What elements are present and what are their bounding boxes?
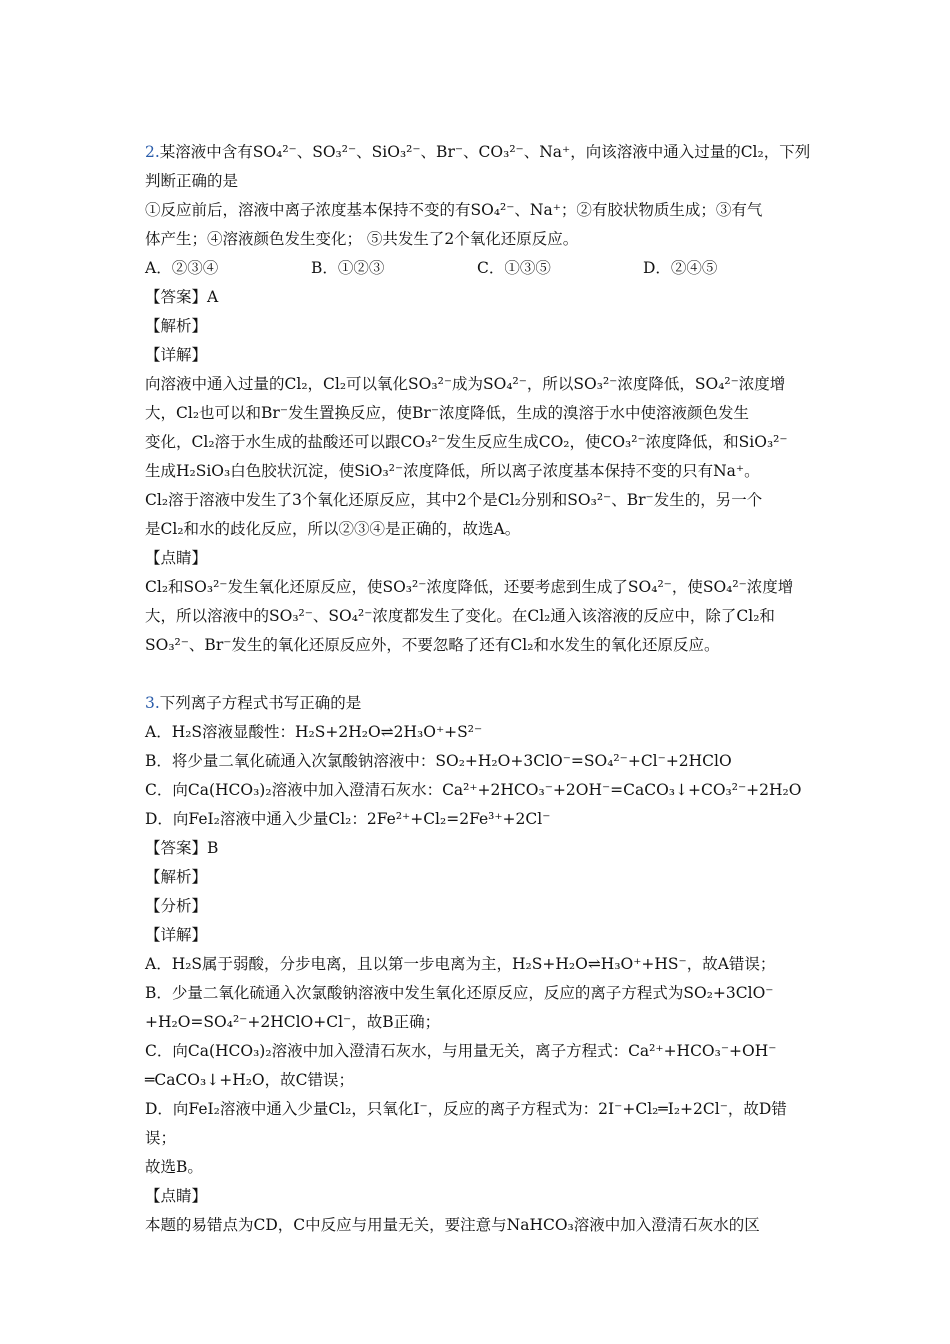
q2-option-c: C．①③⑤: [477, 259, 551, 277]
question-gap: [145, 660, 815, 689]
q2-detail-heading: 【详解】: [145, 346, 208, 364]
q2-answer: 【答案】A: [145, 288, 219, 306]
q2-detail-line: Cl₂溶于溶液中发生了3个氧化还原反应，其中2个是Cl₂分别和SO₃²⁻、Br⁻发生的，另一个: [145, 491, 763, 509]
q3-detail-line: 误；: [145, 1129, 177, 1147]
q3-detail-line: A．H₂S属于弱酸，分步电离，且以第一步电离为主，H₂S+H₂O⇌H₃O⁺+HS⁻，故A错误；: [145, 955, 776, 973]
q3-option-d: D．向FeI₂溶液中通入少量Cl₂：2Fe²⁺+Cl₂=2Fe³⁺+2Cl⁻: [145, 810, 551, 828]
q2-option-a: A．②③④: [145, 259, 219, 277]
q3-detail-line: D．向FeI₂溶液中通入少量Cl₂，只氧化I⁻，反应的离子方程式为：2I⁻+Cl₂═I₂+2Cl⁻，故D错: [145, 1100, 787, 1118]
q3-option-b: B．将少量二氧化硫通入次氯酸钠溶液中：SO₂+H₂O+3ClO⁻=SO₄²⁻+Cl⁻+2HClO: [145, 752, 732, 770]
q3-stem: 3.下列离子方程式书写正确的是: [145, 694, 362, 712]
q3-comment-line: 本题的易错点为CD，C中反应与用量无关，要注意与NaHCO₃溶液中加入澄清石灰水的区: [145, 1216, 760, 1234]
q3-fenxi-heading: 【分析】: [145, 897, 208, 915]
question-number: 2.: [145, 143, 160, 161]
q3-detail-heading: 【详解】: [145, 926, 208, 944]
q2-stem-line-2: 判断正确的是: [145, 172, 239, 190]
q2-stem-line-3: ①反应前后，溶液中离子浓度基本保持不变的有SO₄²⁻、Na⁺；②有胶状物质生成；③有气: [145, 201, 763, 219]
q3-option-c: C．向Ca(HCO₃)₂溶液中加入澄清石灰水：Ca²⁺+2HCO₃⁻+2OH⁻=CaCO₃↓+CO₃²⁻+2H₂O: [145, 781, 802, 799]
q2-option-b: B．①②③: [311, 259, 385, 277]
q3-analysis-heading: 【解析】: [145, 868, 208, 886]
q3-answer: 【答案】B: [145, 839, 219, 857]
q3-option-a: A．H₂S溶液显酸性：H₂S+2H₂O⇌2H₃O⁺+S²⁻: [145, 723, 483, 741]
q3-detail-line: 故选B。: [145, 1158, 203, 1176]
q3-detail-line: +H₂O=SO₄²⁻+2HClO+Cl⁻，故B正确；: [145, 1013, 441, 1031]
q2-detail-line: 生成H₂SiO₃白色胶状沉淀，使SiO₃²⁻浓度降低，所以离子浓度基本保持不变的只有Na⁺。: [145, 462, 760, 480]
question-number: 3.: [145, 694, 160, 712]
q2-comment-line: Cl₂和SO₃²⁻发生氧化还原反应，使SO₃²⁻浓度降低，还要考虑到生成了SO₄²⁻，使SO₄²⁻浓度增: [145, 578, 794, 596]
q2-analysis-heading: 【解析】: [145, 317, 208, 335]
q2-options: [145, 254, 815, 283]
q2-stem-line-1: 2.某溶液中含有SO₄²⁻、SO₃²⁻、SiO₃²⁻、Br⁻、CO₃²⁻、Na⁺，向该溶液中通入过量的Cl₂，下列: [145, 143, 811, 161]
q2-comment-heading: 【点睛】: [145, 549, 208, 567]
q2-option-d: D．②④⑤: [643, 259, 718, 277]
q2-comment-line: SO₃²⁻、Br⁻发生的氧化还原反应外，不要忽略了还有Cl₂和水发生的氧化还原反应。: [145, 636, 720, 654]
q2-detail-line: 向溶液中通入过量的Cl₂，Cl₂可以氧化SO₃²⁻成为SO₄²⁻，所以SO₃²⁻浓度降低，SO₄²⁻浓度增: [145, 375, 786, 393]
q2-detail-line: 是Cl₂和水的歧化反应，所以②③④是正确的，故选A。: [145, 520, 521, 538]
q2-detail-line: 变化，Cl₂溶于水生成的盐酸还可以跟CO₃²⁻发生反应生成CO₂，使CO₃²⁻浓度降低，和SiO₃²⁻: [145, 433, 788, 451]
q3-detail-line: B．少量二氧化硫通入次氯酸钠溶液中发生氧化还原反应，反应的离子方程式为SO₂+3ClO⁻: [145, 984, 774, 1002]
q3-detail-line: C．向Ca(HCO₃)₂溶液中加入澄清石灰水，与用量无关，离子方程式：Ca²⁺+HCO₃⁻+OH⁻: [145, 1042, 777, 1060]
q2-detail-line: 大，Cl₂也可以和Br⁻发生置换反应，使Br⁻浓度降低，生成的溴溶于水中使溶液颜色发生: [145, 404, 749, 422]
q2-comment-line: 大，所以溶液中的SO₃²⁻、SO₄²⁻浓度都发生了变化。在Cl₂通入该溶液的反应中，除了Cl₂和: [145, 607, 775, 625]
q2-stem-line-4: 体产生；④溶液颜色发生变化； ⑤共发生了2个氧化还原反应。: [145, 230, 579, 248]
q3-detail-line: ═CaCO₃↓+H₂O，故C错误；: [145, 1071, 354, 1089]
q3-comment-heading: 【点睛】: [145, 1187, 208, 1205]
document-content: [145, 138, 815, 1240]
